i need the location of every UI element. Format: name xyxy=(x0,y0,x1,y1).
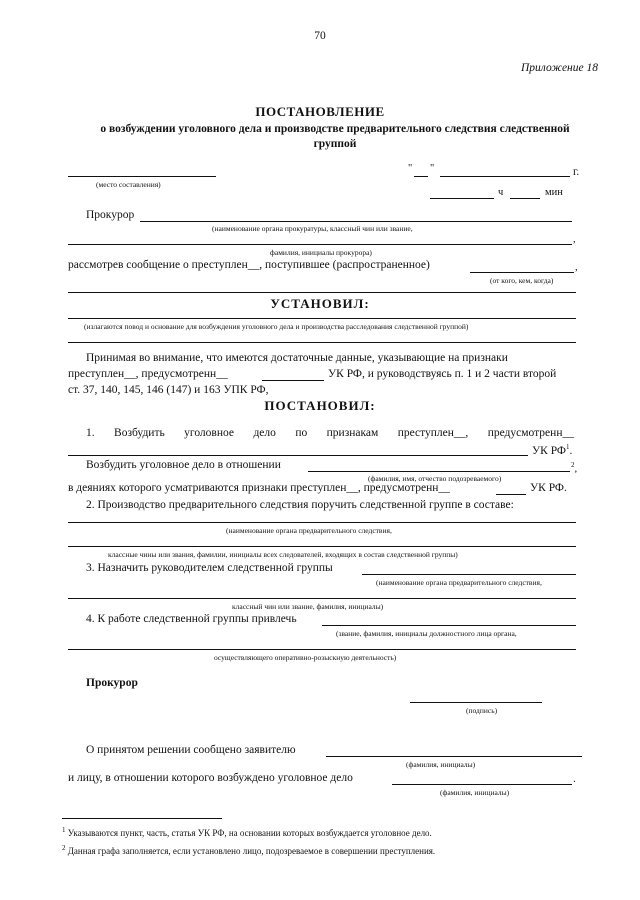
item3-field-line-2 xyxy=(68,598,576,599)
decided-heading: ПОСТАНОВИЛ: xyxy=(264,398,376,413)
footnote-2-mark: 2 xyxy=(62,844,66,852)
item1-article-line xyxy=(68,455,528,456)
hour-line xyxy=(430,198,494,199)
item2-field-line xyxy=(68,522,576,523)
item3-caption2: классный чин или звание, фамилия, инициалы) xyxy=(232,602,384,611)
date-month-line xyxy=(440,176,570,177)
suspect-field-line xyxy=(308,471,570,472)
footnote-ref-1: 1 xyxy=(565,443,570,451)
date-day-line xyxy=(414,176,428,177)
date-quote-close: " xyxy=(430,163,435,174)
page-number: 70 xyxy=(314,30,326,42)
item1-word: преступлен__, xyxy=(397,427,469,439)
item1-uk-text: УК РФ xyxy=(532,444,566,457)
source-caption: (от кого, кем, когда) xyxy=(490,276,554,285)
suspect-caption: (фамилия, имя, отчество подозреваемого) xyxy=(368,474,502,483)
prosecutor-label: Прокурор xyxy=(86,209,135,221)
minute-line xyxy=(510,198,540,199)
item1-line3-comma xyxy=(571,461,577,475)
footnote-1 xyxy=(62,826,432,838)
document-subtitle-line1: о возбуждении уголовного дела и производстве предварительного следствия следственной xyxy=(100,123,570,135)
item1-word: уголовное xyxy=(184,427,235,439)
para1-line1: Принимая во внимание, что имеются достаточные данные, указывающие на признаки xyxy=(86,352,508,364)
item1-word: признакам xyxy=(326,427,379,439)
item3-field-line xyxy=(362,574,576,575)
place-field-line xyxy=(68,176,216,177)
footnote-2-text: Данная графа заполняется, если установлено лицо, подозреваемое в совершении преступления. xyxy=(67,846,436,856)
footnote-divider xyxy=(62,818,222,819)
prosecutor-name-caption: фамилия, инициалы прокурора) xyxy=(270,248,372,257)
source-comma: , xyxy=(575,262,578,273)
applicant-field-line xyxy=(326,756,582,757)
signature-line xyxy=(410,702,542,703)
footnote-2 xyxy=(62,844,435,856)
source-field-line xyxy=(470,272,574,273)
grounds-field-line xyxy=(68,318,576,319)
document-title: ПОСТАНОВЛЕНИЕ xyxy=(255,104,385,119)
minute-label: мин xyxy=(545,187,563,198)
person-field-line xyxy=(392,784,572,785)
footnote-1-text: Указываются пункт, часть, статья УК РФ, на основании которых возбуждается уголовное дело. xyxy=(67,828,432,838)
item4-caption2: осуществляющего оперативно-розыскную деятельность) xyxy=(214,653,397,662)
item1-word: предусмотренн__ xyxy=(487,427,574,439)
item1-line3: Возбудить уголовное дело в отношении xyxy=(86,459,281,471)
notified-person-end: . xyxy=(573,773,576,785)
item1-word: дело xyxy=(253,427,276,439)
prosecutor-caption: (наименование органа прокуратуры, классный чин или звание, xyxy=(212,224,413,233)
item2-text: 2. Производство предварительного следствия поручить следственной группе в составе: xyxy=(86,499,514,511)
item1-line4-article-line xyxy=(496,494,526,495)
signature-prosecutor-label: Прокурор xyxy=(86,677,138,689)
appendix-label: Приложение 18 xyxy=(520,62,598,74)
date-quote-open: " xyxy=(408,163,413,174)
para1-line3: ст. 37, 140, 145, 146 (147) и 163 УПК РФ, xyxy=(68,384,269,396)
footnote-1-mark: 1 xyxy=(62,826,66,834)
item1-uk-dot: . xyxy=(569,444,573,457)
item1-line4-start: в деяниях которого усматриваются признаки преступлен__, предусмотренн__ xyxy=(68,482,450,494)
item1-word: по xyxy=(295,427,308,439)
item4-field-line xyxy=(322,625,576,626)
item1-uk-ref xyxy=(532,443,572,457)
item1-line3-end: , xyxy=(574,463,578,475)
para1-article-line xyxy=(262,380,324,381)
item4-caption1: (звание, фамилия, инициалы должностного лица органа, xyxy=(336,629,517,638)
item1-word: Возбудить xyxy=(114,427,165,439)
signature-caption: (подпись) xyxy=(466,706,498,715)
para1-line2-start: преступлен__, предусмотренн__ xyxy=(68,368,228,380)
notified-person-text: и лицу, в отношении которого возбуждено уголовное дело xyxy=(68,772,353,784)
person-caption: (фамилия, инициалы) xyxy=(440,788,510,797)
hour-label: ч xyxy=(498,187,504,198)
prosecutor-field-line-2 xyxy=(68,244,572,245)
place-caption: (место составления) xyxy=(96,180,161,189)
footnote-ref-2: 2 xyxy=(571,461,575,469)
notified-applicant-text: О принятом решении сообщено заявителю xyxy=(86,744,296,756)
prosecutor-field-line xyxy=(140,221,572,222)
grounds-field-line-2 xyxy=(68,342,576,343)
considered-text: рассмотрев сообщение о преступлен__, поступившее (распространенное) xyxy=(68,259,430,271)
para1-line2-end: УК РФ, и руководствуясь п. 1 и 2 части второй xyxy=(328,368,557,380)
applicant-caption: (фамилия, инициалы) xyxy=(406,760,476,769)
item2-field-line-2 xyxy=(68,546,576,547)
item1-line4-end: УК РФ. xyxy=(530,482,567,494)
item1-word: 1. xyxy=(86,427,95,439)
established-heading: УСТАНОВИЛ: xyxy=(270,296,370,311)
item4-text: 4. К работе следственной группы привлечь xyxy=(86,613,297,625)
item1-line1 xyxy=(86,427,574,439)
date-year-suffix: г. xyxy=(573,166,580,178)
item4-field-line-2 xyxy=(68,649,576,650)
item3-text: 3. Назначить руководителем следственной группы xyxy=(86,562,333,574)
item2-caption1: (наименование органа предварительного следствия, xyxy=(226,526,392,535)
source-field-line-2 xyxy=(68,292,576,293)
item3-caption1: (наименование органа предварительного следствия, xyxy=(376,578,542,587)
item2-caption2: классные чины или звания, фамилии, инициалы всех следователей, входящих в состав следственной группы) xyxy=(108,550,458,559)
document-subtitle-line2: группой xyxy=(313,138,357,150)
prosecutor-comma: , xyxy=(573,234,576,245)
grounds-caption: (излагаются повод и основание для возбуждения уголовного дела и производства расследования следственной группой) xyxy=(84,322,469,331)
